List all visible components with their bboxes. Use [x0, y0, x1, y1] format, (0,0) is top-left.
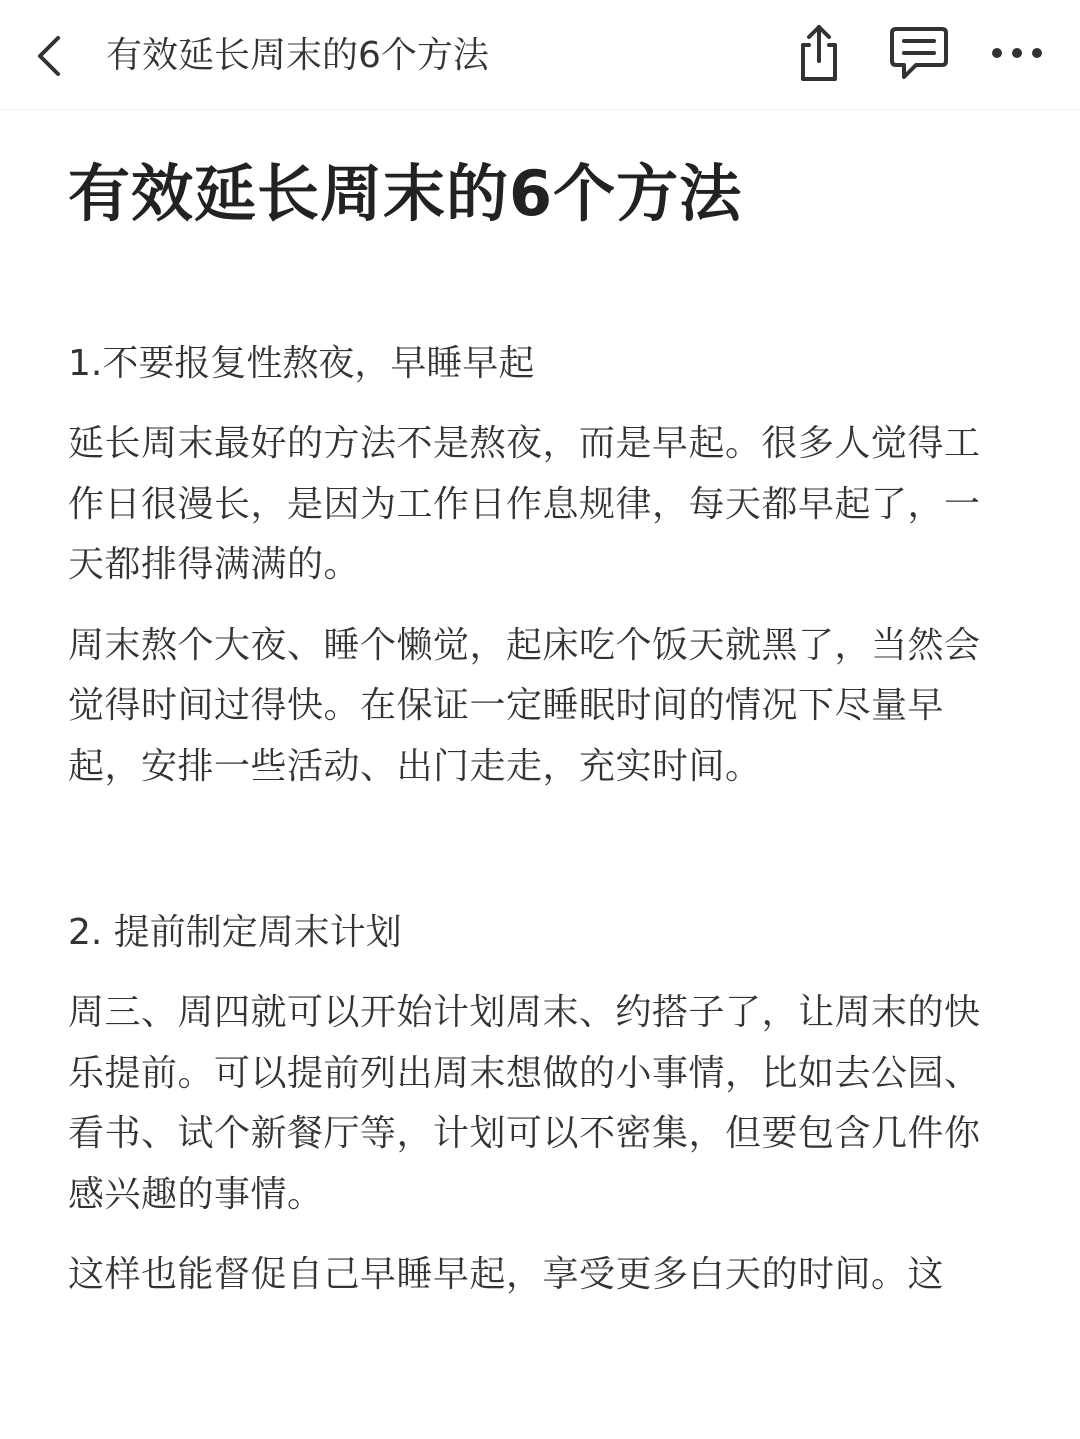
article-content — [68, 110, 998, 1306]
share-button[interactable] — [784, 18, 854, 88]
paragraph: 周末熬个大夜、睡个懒觉，起床吃个饭天就黑了，当然会觉得时间过得快。在保证一定睡眠时间的情况下尽量早起，安排一些活动、出门走走，充实时间。 — [68, 624, 981, 787]
section-heading: 1.不要报复性熬夜，早睡早起 — [68, 343, 535, 384]
chevron-left-icon — [28, 30, 72, 82]
paragraph: 周三、周四就可以开始计划周末、约搭子了，让周末的快乐提前。可以提前列出周末想做的小事情，比如去公园、看书、试个新餐厅等，计划可以不密集，但要包含几件你感兴趣的事情。 — [68, 992, 981, 1215]
comment-button[interactable] — [884, 18, 954, 88]
back-button[interactable] — [28, 30, 72, 82]
section-1 — [68, 338, 998, 797]
article-title: 有效延长周末的6个方法 — [68, 157, 743, 230]
section-2 — [68, 907, 998, 1306]
more-button[interactable] — [982, 18, 1052, 88]
paragraph: 这样也能督促自己早睡早起，享受更多白天的时间。这 — [68, 1254, 945, 1295]
share-icon — [791, 21, 847, 85]
more-horizontal-icon — [987, 43, 1047, 63]
top-navigation-bar — [0, 0, 1080, 110]
nav-title: 有效延长周末的6个方法 — [106, 35, 489, 76]
section-heading: 2. 提前制定周末计划 — [68, 912, 402, 953]
paragraph: 延长周末最好的方法不是熬夜，而是早起。很多人觉得工作日很漫长，是因为工作日作息规律，每天都早起了，一天都排得满满的。 — [68, 423, 981, 585]
comment-icon — [888, 23, 950, 83]
